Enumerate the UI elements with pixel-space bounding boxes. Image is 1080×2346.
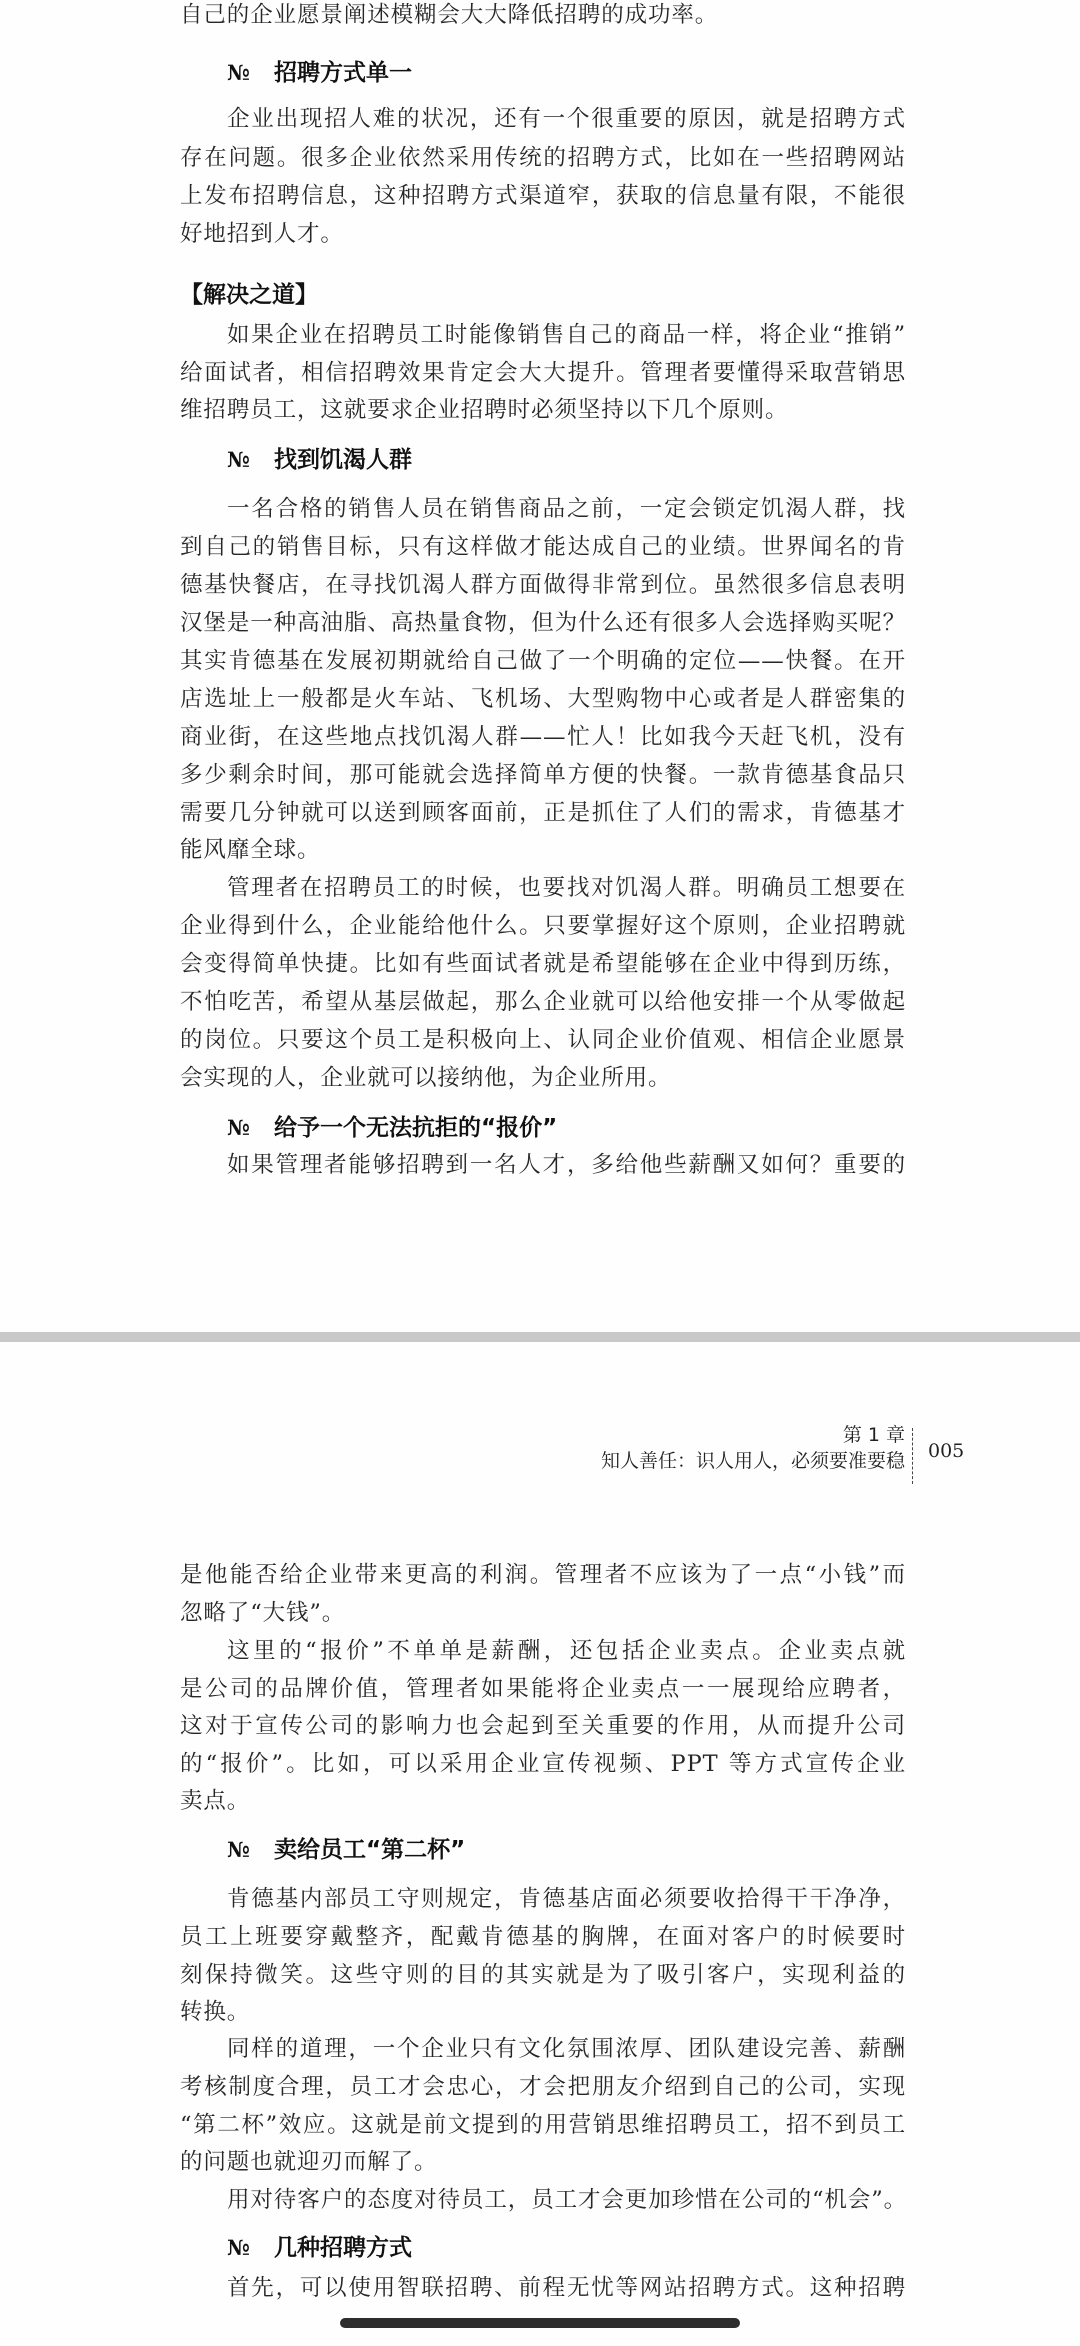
body-text-line: 忽略了“大钱”。 (180, 1600, 346, 1626)
running-head-subtitle: 知人善任：识人用人，必须要准要稳 (600, 1450, 905, 1472)
body-text-line: 的问题也就迎刃而解了。 (180, 2149, 438, 2175)
body-text-line: 维招聘员工，这就要求企业招聘时必须坚持以下几个原则。 (180, 397, 789, 423)
body-text-line: 德基快餐店，在寻找饥渴人群方面做得非常到位。虽然很多信息表明 (180, 572, 906, 598)
numero-marker-icon: № (227, 60, 250, 85)
body-text-line: 好地招到人才。 (180, 221, 344, 247)
body-text-line: 多少剩余时间，那可能就会选择简单方便的快餐。一款肯德基食品只 (180, 762, 906, 788)
body-text-line: 如果管理者能够招聘到一名人才，多给他些薪酬又如何？重要的 (227, 1152, 906, 1178)
body-text-line: 这对于宣传公司的影响力也会起到至关重要的作用，从而提升公司 (180, 1713, 906, 1739)
body-text-line: 自己的企业愿景阐述模糊会大大降低招聘的成功率。 (180, 2, 719, 28)
body-text-line: 到自己的销售目标，只有这样做才能达成自己的业绩。世界闻名的肯 (180, 534, 906, 560)
body-text-line: 刻保持微笑。这些守则的目的其实就是为了吸引客户，实现利益的 (180, 1962, 906, 1988)
body-text-line: 同样的道理，一个企业只有文化氛围浓厚、团队建设完善、薪酬 (227, 2036, 906, 2062)
body-text-line: 其实肯德基在发展初期就给自己做了一个明确的定位——快餐。在开 (180, 648, 906, 674)
body-text-line: 首先，可以使用智联招聘、前程无忧等网站招聘方式。这种招聘 (227, 2275, 906, 2301)
body-text-line: “第二杯”效应。这就是前文提到的用营销思维招聘员工，招不到员工 (180, 2112, 906, 2138)
body-text-line: 会变得简单快捷。比如有些面试者就是希望能够在企业中得到历练， (180, 951, 906, 977)
body-text-line: 一名合格的销售人员在销售商品之前，一定会锁定饥渴人群，找 (227, 496, 906, 522)
body-text-line: 企业出现招人难的状况，还有一个很重要的原因，就是招聘方式 (227, 106, 906, 132)
body-text-line: 肯德基内部员工守则规定，肯德基店面必须要收拾得干干净净， (227, 1886, 906, 1912)
numero-marker-icon: № (227, 1115, 250, 1140)
page-number: 005 (928, 1440, 965, 1462)
body-text-line: 的“报价”。比如，可以采用企业宣传视频、PPT 等方式宣传企业 (180, 1751, 906, 1777)
page-divider (0, 1332, 1080, 1342)
body-text-line: 不怕吃苦，希望从基层做起，那么企业就可以给他安排一个从零做起 (180, 989, 906, 1015)
body-text-line: 商业街，在这些地点找饥渴人群——忙人！比如我今天赶飞机，没有 (180, 724, 906, 750)
section-title: 【解决之道】 (180, 282, 318, 308)
body-text-line: 企业得到什么，企业能给他什么。只要掌握好这个原则，企业招聘就 (180, 913, 906, 939)
subsection-heading (227, 445, 412, 475)
numero-marker-icon: № (227, 2235, 250, 2260)
numero-marker-icon: № (227, 1837, 250, 1862)
subsection-heading-text: 给予一个无法抗拒的“报价” (274, 1115, 558, 1141)
body-text-line: 上发布招聘信息，这种招聘方式渠道窄，获取的信息量有限，不能很 (180, 183, 906, 209)
body-text-line: 的岗位。只要这个员工是积极向上、认同企业价值观、相信企业愿景 (180, 1027, 906, 1053)
body-text-line: 汉堡是一种高油脂、高热量食物，但为什么还有很多人会选择购买呢？ (180, 610, 906, 636)
subsection-heading-text: 招聘方式单一 (274, 60, 412, 86)
body-text-line: 店选址上一般都是火车站、飞机场、大型购物中心或者是人群密集的 (180, 686, 906, 712)
running-head-chapter: 第 1 章 (842, 1424, 905, 1446)
numero-marker-icon: № (227, 447, 250, 472)
body-text-line: 转换。 (180, 1999, 251, 2025)
body-text-line: 是公司的品牌价值，管理者如果能将企业卖点一一展现给应聘者， (180, 1676, 906, 1702)
body-text-line: 用对待客户的态度对待员工，员工才会更加珍惜在公司的“机会”。 (227, 2187, 908, 2213)
body-text-line: 会实现的人，企业就可以接纳他，为企业所用。 (180, 1065, 672, 1091)
body-text-line: 卖点。 (180, 1788, 251, 1814)
subsection-heading-text: 找到饥渴人群 (274, 447, 412, 473)
body-text-line: 给面试者，相信招聘效果肯定会大大提升。管理者要懂得采取营销思 (180, 360, 906, 386)
body-text-line: 存在问题。很多企业依然采用传统的招聘方式，比如在一些招聘网站 (180, 145, 906, 171)
body-text-line: 这里的“报价”不单单是薪酬，还包括企业卖点。企业卖点就 (227, 1638, 906, 1664)
subsection-heading (227, 1835, 465, 1865)
subsection-heading (227, 1113, 557, 1143)
body-text-line: 管理者在招聘员工的时候，也要找对饥渴人群。明确员工想要在 (227, 875, 906, 901)
body-text-line: 能风靡全球。 (180, 837, 321, 863)
body-text-line: 是他能否给企业带来更高的利润。管理者不应该为了一点“小钱”而 (180, 1562, 906, 1588)
running-head-separator (912, 1428, 913, 1484)
body-text-line: 考核制度合理，员工才会忠心，才会把朋友介绍到自己的公司，实现 (180, 2074, 906, 2100)
subsection-heading-text: 几种招聘方式 (274, 2235, 412, 2261)
home-indicator[interactable] (340, 2318, 740, 2328)
subsection-heading (227, 58, 412, 88)
subsection-heading-text: 卖给员工“第二杯” (274, 1837, 466, 1863)
body-text-line: 员工上班要穿戴整齐，配戴肯德基的胸牌，在面对客户的时候要时 (180, 1924, 906, 1950)
subsection-heading (227, 2233, 412, 2263)
body-text-line: 需要几分钟就可以送到顾客面前，正是抓住了人们的需求，肯德基才 (180, 800, 906, 826)
body-text-line: 如果企业在招聘员工时能像销售自己的商品一样，将企业“推销” (227, 322, 906, 348)
